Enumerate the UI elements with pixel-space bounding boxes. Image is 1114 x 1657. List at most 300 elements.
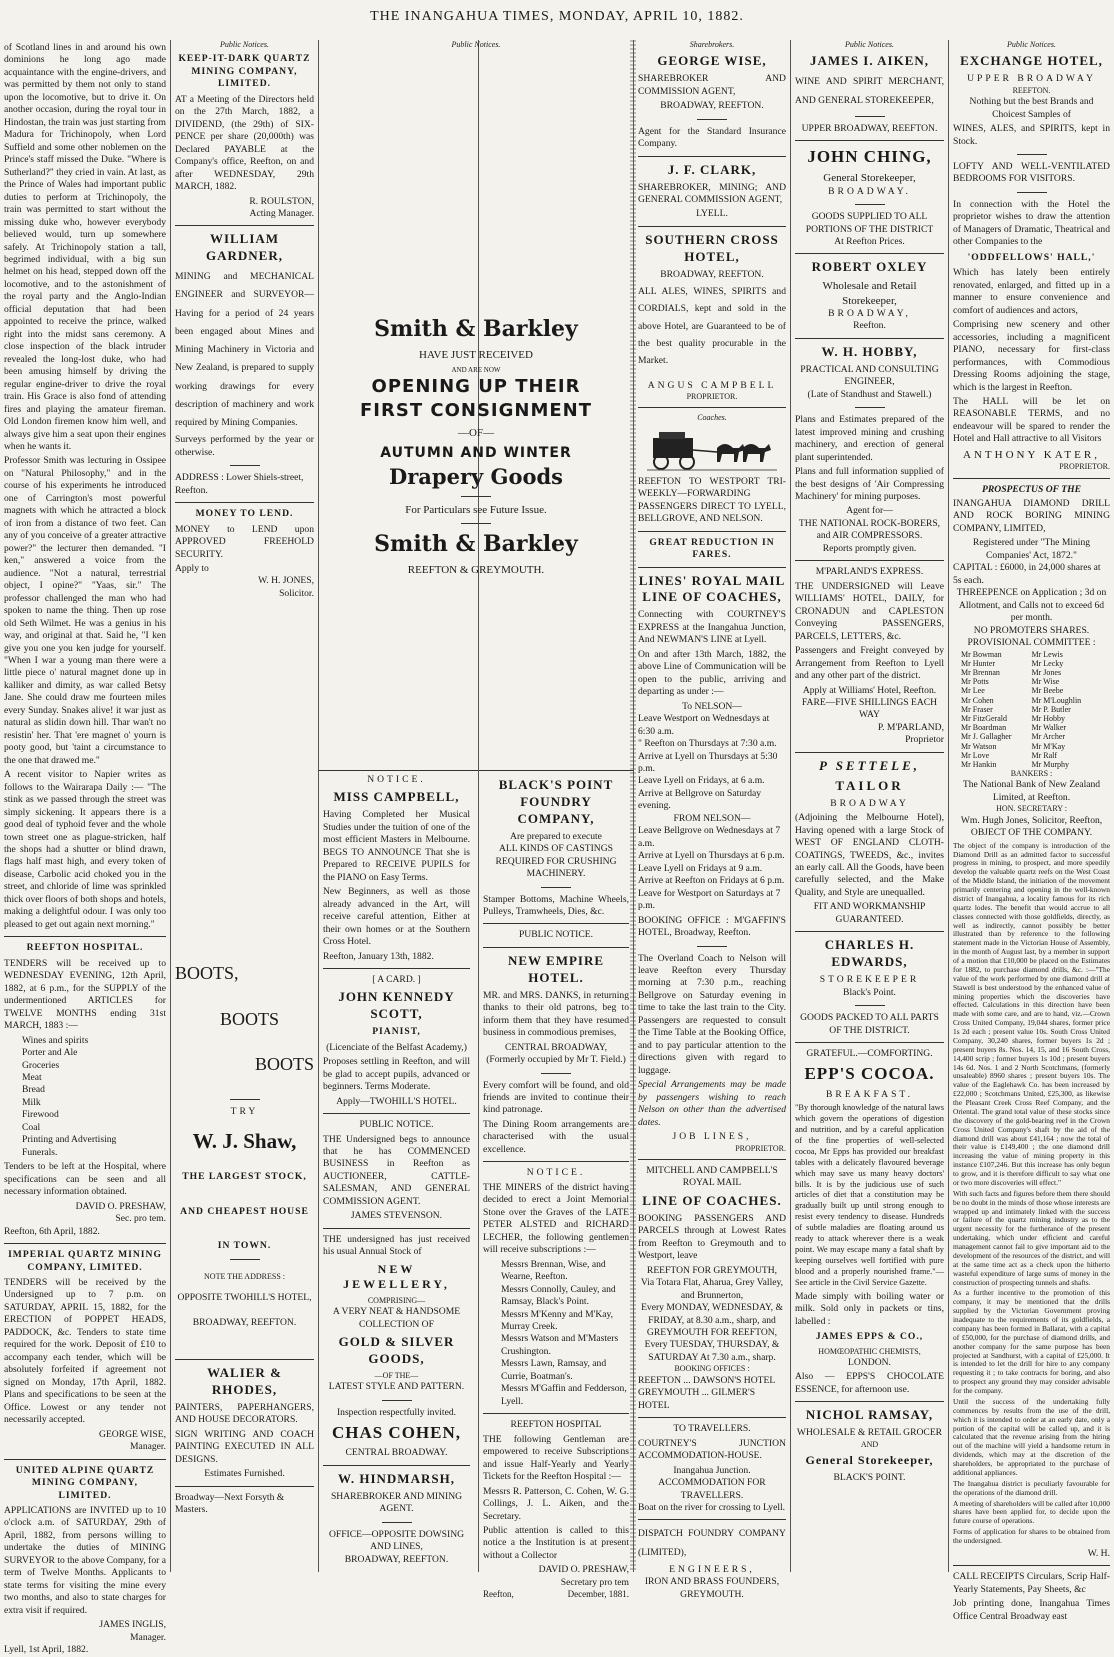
column-5: [791, 40, 948, 1570]
ad-text: Every MONDAY, WEDNESDAY, & FRIDAY, at 8.30 a.m., sharp, and: [641, 1302, 783, 1326]
ad-title: KEEP-IT-DARK QUARTZ MINING COMPANY, LIMITED.: [178, 53, 311, 90]
divider: [795, 752, 944, 753]
divider: [795, 1401, 944, 1402]
list-item: Mr Watson: [961, 741, 997, 751]
list-item: Mr Jones: [1031, 668, 1062, 678]
divider: [461, 523, 491, 524]
ad-text: Plans and full information supplied of the best designs of 'Air Compressing Machinery' for mining purposes.: [795, 466, 944, 502]
divider: [230, 465, 260, 466]
ad-text: THE LARGEST STOCK,: [182, 1171, 307, 1183]
story-magnet: Professor Smith was lecturing in Ossipee on "Natural Philosophy," and in the course of his experiments he introduced one of Carrington's most powerful magnets with which he attracted a block of iron from a distance of two feet. Can any of you conceive of a greater attractive power?" the lecturer then demanded. "I ken," answered a voice from the audience. "Not a natural, terrestrial object, I opine?" "Yaas, sir." The professor challenged the man who had spoken to name the thing. Then up rose old Seth Wilmet. He was a genius in his way, and original at that. Said he, "I ken give you one you ken judge for yourself. "When I war a young man there were a little piece o' natural magnet done up in kalliker and dimity, as war called Betsy Jane. She could draw me fourteen miles every Sunday. Snakes alive! it war just as natural as slidin down hill. Thar wan't no resistin' her. That 'ere magnet o' yourn is pooty good, but 'taint a circumstance to the one that drawed me.": [4, 455, 166, 766]
ad-text: AND ARE NOW: [451, 366, 501, 375]
ad-text: COMPRISING—: [367, 1295, 426, 1305]
ad-text: FIT AND WORKMANSHIP GUARANTEED.: [813, 901, 926, 925]
ad-title: Smith & Barkley: [374, 316, 578, 343]
section-label: Public Notices.: [220, 40, 269, 49]
column-2: [171, 40, 318, 1570]
ad-text: THE following Gentleman are empowered to receive Subscriptions and issue Half-Yearly and Yearly Tickets for the Reefton Hospital :—: [483, 1433, 629, 1483]
ad-text: Passengers and Freight conveyed by Arrangement from Reefton to Lyell and any other part of the district.: [795, 645, 944, 682]
ad-text: Apply—TWOHILL'S HOTEL.: [336, 1095, 457, 1107]
ad-text: Stamper Bottoms, Machine Wheels, Pulleys, Tramwheels, Dies, &c.: [483, 893, 629, 918]
list-item: Porter and Ale: [22, 1047, 78, 1059]
ad-text: MINING and MECHANICAL ENGINEER and SURVEYOR—Having for a period of 24 years been engaged about Mines and Mining Machinery in Victoria and New Zealand, is prepared to supply working drawings for every description of machinery and work required by Mining Companies.: [175, 271, 314, 429]
ad-text: Special Arrangements may be made by passengers wishing to reach Nelson on other than the advertised dates.: [638, 1079, 786, 1128]
ad-text: AT a Meeting of the Directors held on the 27th March, 1882, a DIVIDEND, (the 29th) of SIX-PENCE per share (20,000th) was Declared PAYABLE at the Company's office, Reefton, on and after WEDNESDAY, 29th MARCH, 1882.: [175, 93, 314, 193]
ad-text: Forms of application for shares to be obtained from the undersigned.: [953, 1527, 1110, 1546]
prospectus-body: [953, 842, 1110, 1546]
divider: [541, 887, 571, 888]
ad-text: APPLICATIONS are INVITED up to 10 o'clock a.m. of SATURDAY, 29th of April, 1882, from persons willing to undertake the duties of MINING SURVEYOR to the above Company, for a term of Twelve Months. Applicants to state terms for visiting the mine every two months, and also to state charges for extra visit if required.: [4, 1504, 166, 1616]
ad-text: TENDERS will be received up to WEDNESDAY EVENING, 12th April, 1882, at 6 p.m., for the SUPPLY of the undermentioned ARTICLES for TWELVE MONTHS ending 31st MARCH, 1883 :—: [4, 957, 166, 1032]
section-label: Public Notices.: [451, 40, 501, 49]
ad-text: IN TOWN.: [217, 1240, 272, 1252]
ad-text: TENDERS will be received by the Undersigned up to 7 p.m. on SATURDAY, APRIL 15, 1882, for the ERECTION of POPPET HEADS, PADDOCK, &c. Tenders to state time required for the work. Deposit of £10 to accompany each tender, which will be absolutely forfeited if agreement not signed on Monday, 17th April, 1882. Plans and specifications to be seen at the Office. Lowest or any tender not necessarily accepted.: [4, 1277, 166, 1426]
divider: [638, 1519, 786, 1520]
column-6: [949, 40, 1114, 1622]
address: BLACK'S POINT.: [833, 1471, 906, 1483]
divider: [855, 116, 885, 117]
list-item: Mr Murphy: [1031, 759, 1070, 769]
divider: [953, 1565, 1110, 1566]
divider: [953, 478, 1110, 479]
list-item: Mr Hankin: [961, 759, 997, 769]
list-item: Mr Brennan: [961, 668, 1000, 678]
column-1: [0, 40, 170, 1656]
date-row: [483, 1589, 629, 1601]
ad-title: REEFTON HOSPITAL: [510, 1419, 602, 1431]
list-item: Coal: [22, 1121, 41, 1133]
date: Lyell, 1st April, 1882.: [4, 1644, 89, 1656]
list-item: Mr Archer: [1031, 732, 1066, 742]
ad-text: On and after 13th March, 1882, the above Line of Communication will be open to the public, arriving and departing as under :—: [638, 648, 786, 698]
divider: [323, 968, 470, 969]
ad-title: UNITED ALPINE QUARTZ MINING COMPANY, LIMITED.: [15, 1464, 155, 1501]
ad-text: A meeting of shareholders will be called after 10,000 shares have been applied for, to decide upon the future course of operations.: [953, 1498, 1110, 1526]
ad-text: (Adjoining the Melbourne Hotel), Having opened with a large Stock of WEST OF ENGLAND CLOTH-COATINGS, TWEEDS, &c., invites an early call. All the Goods, have been carefully selected, and the Make Quality, and Style are unequalled.: [795, 812, 944, 898]
ad-text: Boat on the river for crossing to Lyell.: [638, 1502, 786, 1514]
ad-text: NO PROMOTERS SHARES.: [973, 624, 1090, 636]
ad-text: Registered under "The Mining Companies' Act, 1872.": [972, 537, 1091, 561]
ad-text: General Storekeeper,: [823, 172, 916, 185]
address: UPPER BROADWAY: [967, 73, 1096, 85]
divider: [323, 1228, 470, 1229]
list-item: Mr FitzGerald: [961, 713, 1007, 723]
ad-text: Job printing done, Inangahua Times Office Central Broadway east: [953, 1598, 1110, 1622]
divider: [382, 1522, 412, 1523]
ad-text: BOOKING OFFICES :: [674, 1364, 750, 1374]
ad-text: The Inangahua district is peculiarly favourable for the operations of the diamond drill.: [953, 1478, 1110, 1497]
list-item: Messrs Brennan, Wise, and Wearne, Reefton.: [501, 1258, 606, 1283]
ad-title: W. H. HOBBY,: [821, 343, 918, 359]
divider: [795, 931, 944, 932]
role: Proprietor: [905, 734, 944, 746]
list-item: " Reefton on Thursdays at 7:30 a.m.: [638, 738, 777, 750]
divider: [1017, 154, 1047, 155]
role: PROPRIETOR.: [1059, 462, 1110, 472]
signature: JAMES INGLIS,: [99, 1619, 166, 1631]
ad-text: HON. SECRETARY :: [996, 804, 1067, 814]
column-4: [634, 40, 790, 1600]
spacer: [175, 600, 314, 940]
role: Manager.: [130, 1441, 166, 1453]
ad-text: SHAREBROKER, MINING; AND GENERAL COMMISSION AGENT,: [638, 181, 786, 205]
ad-text: NOTE THE ADDRESS :: [204, 1271, 285, 1281]
list-item: Arrive at Lyell on Thursdays at 6 p.m.: [638, 850, 785, 862]
ad-text: GRATEFUL.—COMFORTING.: [806, 1048, 933, 1060]
address: Inangahua Junction.: [673, 1464, 751, 1476]
list-item: Mr Lecky: [1031, 658, 1064, 668]
ad-text: (Late of Standhust and Stawell.): [807, 388, 932, 400]
boots-heading: BOOTS,: [175, 963, 239, 984]
signature: DAVID O. PRESHAW,: [75, 1200, 166, 1212]
signature: DAVID O. PRESHAW,: [538, 1564, 629, 1576]
divider: [483, 947, 629, 948]
ad-text: The Overland Coach to Nelson will leave Reefton every Thursday morning at 7:30 p.m., reaching Bellgrove on Saturday evening in time to take the last train to the City. Passengers are requested to consult the Time Table at the Booking Office, and to pay particular attention to the directions given with regard to luggage.: [638, 952, 786, 1076]
role: Sec. pro tem.: [115, 1213, 166, 1225]
role: Acting Manager.: [249, 208, 314, 220]
ad-title: EPP'S COCOA.: [804, 1064, 935, 1084]
ad-text: FARE—FIVE SHILLINGS EACH WAY: [801, 697, 938, 721]
signature: ANGUS CAMPBELL: [647, 379, 777, 391]
list-item: Mr Boardman: [961, 723, 1007, 733]
ad-text: Agent for the Standard Insurance Company.: [638, 125, 786, 150]
masthead: THE INANGAHUA TIMES, MONDAY, APRIL 10, 1882.: [370, 9, 744, 24]
ad-text: BANKERS :: [1010, 769, 1053, 779]
ad-text: THE undersigned has just received his usual Annual Stock of: [323, 1233, 470, 1258]
ad-text: PAINTERS, PAPERHANGERS, AND HOUSE DECORATORS.: [175, 1401, 314, 1426]
ad-text: Wm. Hugh Jones, Solicitor, Reefton,: [960, 814, 1103, 826]
list-item: Mr Hunter: [961, 658, 995, 668]
ad-text: STOREKEEPER: [819, 974, 920, 986]
ad-text: (Licenciate of the Belfast Academy,): [326, 1041, 467, 1053]
ad-title: NOTICE.: [367, 774, 426, 785]
list-item: Mr Hobby: [1031, 713, 1066, 723]
committee-left: [961, 650, 1032, 769]
ad-text: GOODS SUPPLIED TO ALL PORTIONS OF THE DISTRICT: [805, 211, 934, 235]
divider: [638, 531, 786, 532]
ad-text: WINE AND SPIRIT MERCHANT, AND GENERAL STOREKEEPER,: [795, 76, 944, 106]
list-item: Mr Ralf: [1031, 750, 1058, 760]
list-item: Leave Bellgrove on Wednesdays at 7 a.m.: [638, 825, 781, 849]
boots-heading: BOOTS: [254, 1054, 314, 1075]
address: UPPER BROADWAY, REEFTON.: [801, 122, 938, 134]
list-item: Arrive at Reefton on Fridays at 6 p.m.: [638, 875, 785, 887]
divider: [638, 567, 786, 568]
timetable: [638, 825, 786, 912]
list-item: Messrs M'Gaffin and Fedderson, Lyell.: [501, 1383, 627, 1407]
ad-title: CHAS COHEN,: [331, 1423, 462, 1443]
list-item: Mr P. Butler: [1031, 704, 1071, 714]
divider: [483, 1413, 629, 1414]
divider: [323, 1113, 470, 1114]
ad-text: At Reefton Prices.: [834, 235, 905, 247]
list-item: Leave Lyell on Fridays, at 6 a.m.: [638, 775, 765, 787]
ad-text: THE Undersigned begs to announce that he has COMMENCED BUSINESS in Reefton as AUCTIONEER, CATTLE-SALESMAN, AND GENERAL COMMISSION AGENT.: [323, 1133, 470, 1207]
ad-text: (Formerly occupied by Mr T. Field.): [486, 1054, 626, 1066]
role: PROPRIETOR.: [735, 1143, 786, 1153]
list-item: Mr M'Kay: [1031, 741, 1066, 751]
ad-text: CAPITAL : £6000, in 24,000 shares at 5s each.: [953, 562, 1101, 586]
ad-text: With such facts and figures before them there should be no doubt in the minds of those whose interests are wrapped up and intimately linked with the success or failure of the quartz mining industry as to the urgent necessity for the furtherance of the present undertaking, which under efficient and careful management cannot fail to give important aid to the development of the resources of the district, and will at the same time act as a check upon the hitherto wasteful expenditure of large sums of money in the construction of prospecting tunnels and shafts.: [953, 1188, 1110, 1287]
divider: [4, 936, 166, 937]
ad-text: Every comfort will be found, and old friends are invited to continue their kind patronage.: [483, 1079, 629, 1116]
ad-title: EXCHANGE HOTEL,: [960, 53, 1103, 69]
ad-text: Surveys performed by the year or otherwise.: [175, 434, 314, 458]
ad-text: WHOLESALE & RETAIL GROCER: [796, 1427, 943, 1439]
ad-text: THE NATIONAL ROCK-BORERS, and AIR COMPRESSORS.: [798, 517, 941, 542]
divider: [638, 407, 786, 408]
ad-title: PIANIST,: [372, 1026, 421, 1038]
ad-text: BREAKFAST.: [826, 1088, 913, 1100]
ad-text: OFFICE—OPPOSITE DOWSING AND LINES,: [328, 1528, 465, 1553]
ad-title: LINES' ROYAL MAIL LINE OF COACHES,: [638, 572, 786, 605]
signature: W. H.: [1087, 1547, 1110, 1559]
divider: [483, 1161, 629, 1162]
ad-title: MITCHELL AND CAMPBELL'S: [646, 1164, 778, 1176]
ad-text: Having Completed her Musical Studies under the tuition of one of the most efficient Masters in Melbourne. BEGS TO ANNOUNCE That she is Prepared to RECEIVE PUPILS for the PIANO on Easy Terms.: [323, 809, 470, 883]
ad-text: Proposes settling in Reefton, and will be glad to accept pupils, advanced or beginners. Terms Moderate.: [323, 1056, 470, 1093]
ad-text: LOFTY AND WELL-VENTILATED BEDROOMS FOR VISITORS.: [953, 161, 1110, 185]
ad-text: Which has lately been entirely renovated, enlarged, and fitted up in a manner to ensure convenience and comfort of audiences and actors,: [953, 267, 1110, 316]
ad-title: J. F. CLARK,: [667, 161, 757, 177]
date: December, 1881.: [567, 1589, 629, 1600]
ad-text: [ A CARD. ]: [372, 973, 421, 985]
address: Black's Point.: [843, 986, 896, 998]
ad-text: THREEPENCE on Application ; 3d on Allotment, and Calls not to exceed 6d per month.: [956, 587, 1107, 624]
address: GREYMOUTH.: [680, 1588, 744, 1600]
divider: [230, 1259, 260, 1260]
address: BROADWAY, REEFTON.: [192, 1316, 297, 1328]
ad-text: Also — EPPS'S CHOCOLATE ESSENCE, for afternoon use.: [795, 1371, 944, 1395]
story-napier: A recent visitor to Napier writes as follows to the Wairarapa Daily :— "The stink as we passed through the street was simply sickening. It appears there is a good deal of typhoid fever and the whole town street one as plague-stricken, half the shops had a shutter or blind drawn, flags half mast high, and every token of disease, Carbolic acid choked you in the street, and chloride of lime was sprinkled thick over floors of both shops and hotels, making a delightful odour. I was only too pleased to get out again next morning.": [4, 769, 166, 930]
list-item: Firewood: [22, 1109, 59, 1121]
divider: [855, 204, 885, 205]
ad-title: GOLD & SILVER GOODS,: [338, 1334, 455, 1367]
ad-text: LATEST STYLE AND PATTERN.: [328, 1381, 465, 1393]
list-item: Mr Wise: [1031, 677, 1060, 687]
ad-text: WINES, ALES, and SPIRITS, kept in Stock.: [953, 123, 1110, 147]
miners-list: [483, 1259, 629, 1409]
ad-text: MR. and MRS. DANKS, in returning thanks to their old patrons, beg to inform them that they have resumed business in commodious premises,: [483, 989, 629, 1039]
column-3b: [479, 774, 633, 1601]
ad-text: Made simply with boiling water or milk. Sold only in packets or tins, labelled :: [795, 1290, 944, 1327]
ad-title: NOTICE.: [526, 1167, 586, 1179]
ad-title: NICHOL RAMSAY,: [805, 1407, 934, 1423]
ad-text: The HALL will be let on REASONABLE TERMS, and no endeavour will be spared to render the Hotel and Hall attractive to all Visitors: [953, 395, 1110, 445]
list-item: Mr Lee: [961, 686, 985, 696]
divider: [175, 225, 314, 226]
ad-text: REEFTON TO WESTPORT TRI-WEEKLY—FORWARDING PASSENGERS DIRECT TO LYELL, BELLGROVE, AND NELSON.: [638, 475, 786, 525]
ad-text: Plans and Estimates prepared of the latest improved mining and crushing machinery, and erection of general plant superintended.: [795, 414, 944, 463]
committee-right: [1032, 650, 1103, 769]
stagecoach-illustration: [647, 428, 777, 472]
list-item: Mr Beebe: [1031, 686, 1064, 696]
list-item: Milk: [22, 1096, 41, 1108]
divider: [795, 140, 944, 141]
ad-text: SIGN WRITING AND COACH PAINTING EXECUTED IN ALL DESIGNS.: [175, 1428, 314, 1465]
address: BROADWAY: [830, 797, 909, 809]
ad-text: Inspection respectfully invited.: [336, 1406, 457, 1418]
ad-text: The Dining Room arrangements are characterised with the usual excellence.: [483, 1118, 629, 1155]
ad-text: Agent for—: [846, 505, 893, 517]
ad-title: OBJECT OF THE COMPANY.: [970, 827, 1093, 839]
list-item: Leave Lyell on Fridays at 9 a.m.: [638, 862, 763, 874]
signature: P. M'PARLAND,: [877, 721, 944, 733]
ad-title: SOUTHERN CROSS HOTEL,: [645, 231, 779, 264]
divider: [697, 119, 727, 120]
role: Manager.: [130, 1631, 166, 1643]
ad-text: Apply to: [175, 562, 209, 574]
divider: [795, 338, 944, 339]
list-item: Bread: [22, 1084, 45, 1096]
list-item: Messrs Connolly, Cauley, and Ramsay, Black's Point.: [501, 1283, 616, 1308]
place: Reefton,: [483, 1589, 514, 1600]
divider: [175, 1359, 314, 1360]
ad-text: REEFTON ... DAWSON'S HOTEL: [638, 1374, 776, 1386]
ad-text: MONEY to LEND upon APPROVED FREEHOLD SECURITY.: [175, 523, 314, 560]
divider: [697, 946, 727, 947]
ad-title: P SETTELE,: [818, 757, 921, 773]
ad-text: AUTUMN AND WINTER: [380, 445, 572, 462]
signature: ANTHONY KATER,: [963, 448, 1100, 461]
ad-text: OPENING UP THEIR: [371, 376, 581, 398]
ad-text: Via Totara Flat, Aharua, Grey Valley, and Brunnerton,: [640, 1277, 784, 1301]
role: Solicitor.: [279, 587, 314, 599]
address: Broadway—Next Forsyth & Masters.: [175, 1491, 285, 1516]
ad-text: COURTNEY'S JUNCTION ACCOMMODATION-HOUSE.: [638, 1437, 786, 1462]
divider: [638, 1159, 786, 1160]
list-item: Mr Cohen: [961, 695, 994, 705]
ad-title: WILLIAM GARDNER,: [206, 231, 283, 264]
signature: GEORGE WISE,: [99, 1428, 166, 1440]
list-item: Mr J. Gallagher: [961, 732, 1012, 742]
ad-title: IMPERIAL QUARTZ MINING COMPANY, LIMITED.: [8, 1249, 162, 1273]
ad-text: Reports promptly given.: [822, 542, 917, 554]
divider: [541, 1073, 571, 1074]
ad-text: CALL RECEIPTS Circulars, Scrip Half-Yearly Statements, Pay Sheets, &c: [953, 1571, 1110, 1595]
signature: JOB LINES,: [672, 1131, 752, 1143]
address: BROADWAY, REEFTON.: [660, 268, 764, 280]
ad-text: —OF THE—: [374, 1371, 419, 1381]
address: CENTRAL BROADWAY.: [345, 1447, 448, 1459]
list-item: Groceries: [22, 1059, 60, 1071]
ad-title: INANGAHUA DIAMOND DRILL AND ROCK BORING MINING COMPANY, LIMITED,: [953, 498, 1110, 534]
address: BROADWAY, REEFTON.: [660, 100, 764, 112]
ad-text: HAVE JUST RECEIVED: [419, 348, 533, 361]
ad-title: M'PARLAND'S EXPRESS.: [815, 566, 924, 578]
list-item: Messrs Lawn, Ramsay, and Currie, Boatman's.: [501, 1358, 607, 1382]
section-label: Sharebrokers.: [689, 40, 735, 49]
list-item: Mr Love: [961, 750, 990, 760]
address: BROADWAY.: [828, 185, 911, 197]
divider: [855, 1005, 885, 1006]
hospital-items: [4, 1035, 166, 1160]
ad-text: To NELSON—: [682, 700, 742, 712]
section-label: Coaches.: [697, 413, 727, 423]
ad-title: CHARLES H. EDWARDS,: [824, 937, 915, 970]
ad-title: TO TRAVELLERS.: [673, 1423, 751, 1435]
list-item: Mr Lewis: [1031, 649, 1063, 659]
divider: [461, 496, 491, 497]
ad-text: Nothing but the best Brands and Choicest Samples of: [969, 96, 1094, 120]
boots-heading: BOOTS: [220, 1008, 280, 1029]
divider: [319, 770, 633, 771]
ad-text: For Particulars see Future Issue.: [405, 503, 547, 516]
ad-title: General Storekeeper,: [805, 1453, 934, 1468]
ad-text: ENGINEERS,: [669, 1563, 755, 1575]
ad-text: Are prepared to execute: [510, 830, 602, 842]
ad-title: DISPATCH FOUNDRY COMPANY (LIMITED),: [638, 1528, 786, 1558]
list-item: Mr Walker: [1031, 723, 1067, 733]
divider: [483, 923, 629, 924]
list-item: Messrs Watson and M'Masters Crushington.: [501, 1333, 619, 1357]
list-item: Meat: [22, 1071, 42, 1083]
ad-text: ALL ALES, WINES, SPIRITS and CORDIALS, kept and sold in the above Hotel, are Guaranteed to be of the best quality procurable in the Market.: [638, 286, 786, 367]
role: Secretary pro tem: [560, 1576, 629, 1588]
signature: W. H. JONES,: [258, 575, 314, 587]
ad-title: JOHN CHING,: [807, 147, 932, 167]
ad-text: HOMŒOPATHIC CHEMISTS,: [818, 1346, 921, 1356]
ad-text: SHAREBROKER AND COMMISSION AGENT,: [638, 73, 786, 97]
ad-text: GREYMOUTH FOR REEFTON,: [646, 1327, 778, 1338]
ad-text: Until the success of the undertaking fully commences by results from the use of the drill, which it is intended to order at an early date, only a portion of the capital will be called up, and it is calculated that the revenue arising from the hiring out of the machine will yield a handsome return in dividends, which may at the discretion of the shareholders, be appropriated to the purchase of additional appliances.: [953, 1396, 1110, 1477]
ad-title: PUBLIC NOTICE.: [359, 1119, 434, 1131]
divider: [638, 1417, 786, 1418]
ad-text: REEFTON FOR GREYMOUTH,: [646, 1264, 778, 1276]
divider: [230, 1099, 260, 1100]
ad-text: THE UNDERSIGNED will Leave WILLIAMS' HOTEL, DAILY, for CRONADUN and CAPLESTON Conveying PASSENGERS, PARCELS, LETTERS, &c.: [795, 580, 944, 642]
ad-text: The National Bank of New Zealand Limited, at Reefton.: [962, 779, 1101, 803]
ad-text: New Beginners, as well as those already advanced in the Art, will receive careful attention, Either at their own homes or at the Southern Cross Hotel.: [323, 886, 470, 948]
divider: [795, 1042, 944, 1043]
ad-title: PROSPECTUS OF THE: [982, 483, 1081, 495]
ad-text: Public attention is called to this notice a the Institution is at present without a Collector: [483, 1525, 629, 1561]
ad-title: JOHN KENNEDY SCOTT,: [338, 989, 455, 1022]
ad-title: JAMES EPPS & CO.,: [815, 1331, 924, 1343]
list-item: Mr Potts: [961, 677, 989, 687]
timetable: [638, 713, 786, 813]
divider: [1017, 192, 1047, 193]
ad-title: PUBLIC NOTICE.: [518, 929, 594, 941]
ad-text: BOOKING OFFICE : M'GAFFIN'S HOTEL, Broadway, Reefton.: [638, 914, 786, 939]
ad-text: THE MINERS of the district having decided to erect a Joint Memorial Stone over the Graves of the LATE PETER ALSTED and RICHARD LECHER, the following gentlemen will receive subscriptions :—: [483, 1181, 629, 1256]
ad-title: ROYAL MAIL: [682, 1177, 742, 1189]
ad-text: PROVISIONAL COMMITTEE :: [967, 637, 1096, 649]
ad-title: GREAT REDUCTION IN FARES.: [649, 536, 775, 561]
ad-text: In connection with the Hotel the proprietor wishes to draw the attention of Managers of Dramatic, Theatrical and other Companies to the: [953, 198, 1110, 248]
role: PROPRIETOR.: [686, 391, 738, 401]
divider: [4, 1459, 166, 1460]
ad-text: FIRST CONSIGNMENT: [360, 399, 592, 421]
ad-title: NEW JEWELLERY,: [343, 1261, 450, 1292]
column-3: [319, 40, 633, 1600]
signature: R. ROULSTON,: [249, 195, 314, 207]
ad-title: W. J. Shaw,: [192, 1129, 297, 1154]
ad-text: Every TUESDAY, THURSDAY, & SATURDAY At 7.30 a.m., sharp.: [644, 1339, 780, 1363]
divider: [795, 253, 944, 254]
ad-text: GOODS PACKED TO ALL PARTS OF THE DISTRICT.: [800, 1012, 939, 1036]
list-item: Mr Fraser: [961, 704, 993, 714]
ad-text: PRACTICAL AND CONSULTING ENGINEER,: [800, 363, 939, 388]
address: LYELL.: [696, 208, 728, 220]
address: OPPOSITE TWOHILL'S HOTEL,: [177, 1292, 312, 1304]
divider: [175, 1486, 314, 1487]
ad-title: TAILOR: [835, 777, 904, 793]
address: BROADWAY, REEFTON.: [344, 1553, 449, 1565]
ad-text: FROM NELSON—: [673, 812, 751, 824]
ad-title: LINE OF COACHES.: [642, 1192, 782, 1208]
ad-text: GREYMOUTH ... GILMER'S HOTEL: [638, 1387, 756, 1411]
